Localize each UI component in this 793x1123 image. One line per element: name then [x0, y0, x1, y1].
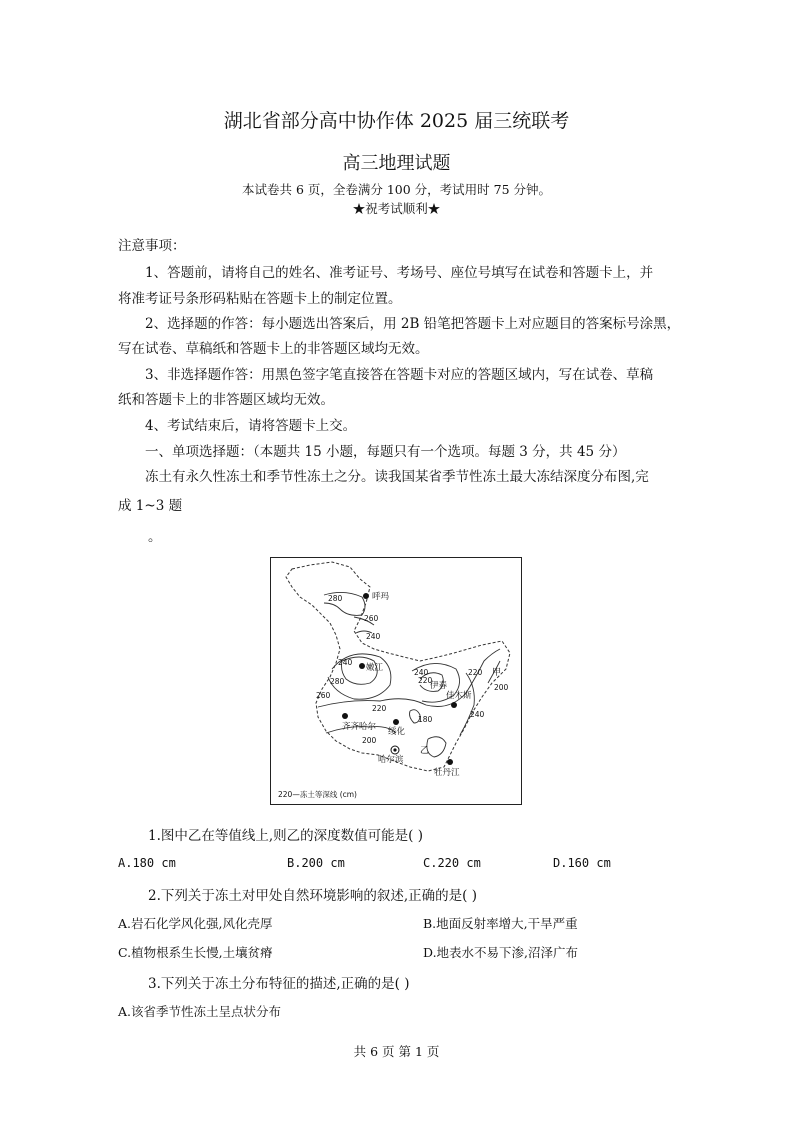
isoline-label-220-c: 220: [468, 668, 483, 677]
exam-subtitle: 高三地理试题: [342, 153, 451, 174]
question-1-option-b: B.200 cm: [287, 856, 345, 870]
city-dot-jiamusi: [451, 702, 457, 708]
city-dot-qiqihar: [342, 713, 348, 719]
notes-heading: 注意事项：: [118, 238, 186, 254]
city-dot-suihua: [393, 719, 399, 725]
section-intro-line-2: 成 1~3 题: [118, 498, 183, 514]
note-1-line-1: 1、答题前，请将自己的姓名、准考证号、考场号、座位号填写在试卷和答题卡上，并: [145, 265, 654, 281]
question-2-option-b: B.地面反射率增大,干旱严重: [423, 916, 578, 931]
note-4: 4、考试结束后，请将答题卡上交。: [145, 418, 357, 434]
city-label-mudanjiang: 牡丹江: [434, 768, 460, 778]
city-label-qiqihar: 齐齐哈尔: [342, 722, 377, 732]
exam-wish: ★祝考试顺利★: [352, 201, 441, 216]
exam-title: 湖北省部分高中协作体 2025 届三统联考: [223, 110, 570, 132]
isoline-label-220-a: 220: [418, 676, 433, 685]
note-2-line-2: 写在试卷、草稿纸和答题卡上的非答题区域均无效。: [118, 341, 429, 357]
question-2-option-d: D.地表水不易下渗,沼泽广布: [423, 945, 579, 960]
city-label-nenjiang: 嫩江: [366, 663, 384, 673]
isoline-label-280-b: 280: [330, 677, 345, 686]
question-2-option-c: C.植物根系生长慢,土壤贫瘠: [118, 945, 273, 960]
city-label-jiamusi: 佳木斯: [446, 691, 472, 701]
map-frame: [271, 558, 522, 805]
question-3-option-a: A.该省季节性冻土呈点状分布: [118, 1004, 282, 1019]
exam-info: 本试卷共 6 页，全卷满分 100 分，考试用时 75 分钟。: [241, 182, 552, 197]
city-dot-nenjiang: [359, 663, 365, 669]
note-1-line-2: 将准考证号条形码粘贴在答题卡上的制定位置。: [118, 291, 402, 307]
isoline-label-240-d: 240: [470, 710, 485, 719]
note-2-line-1: 2、选择题的作答：每小题选出答案后，用 2B 铅笔把答题卡上对应题目的答案标号涂黑，: [145, 316, 681, 332]
city-label-huma: 呼玛: [372, 592, 390, 602]
question-1-stem: 1.图中乙在等值线上,则乙的深度数值可能是( ): [148, 828, 423, 844]
question-1-option-a: A.180 cm: [118, 856, 176, 870]
isoline-label-200-a: 200: [362, 736, 377, 745]
isoline-label-240-c: 240: [414, 668, 429, 677]
frozen-soil-map: [270, 557, 522, 805]
isoline-label-260-b: 260: [316, 691, 331, 700]
city-label-yichun: 伊春: [430, 681, 448, 691]
isoline-label-280-a: 280: [328, 594, 343, 603]
question-2-stem: 2.下列关于冻土对甲处自然环境影响的叙述,正确的是( ): [148, 888, 477, 904]
isoline-label-200-b: 200: [494, 683, 509, 692]
isoline-label-220-b: 220: [372, 704, 387, 713]
question-1-option-c: C.220 cm: [423, 856, 481, 870]
isoline-label-240-a: 240: [366, 632, 381, 641]
section-heading: 一、单项选择题：（本题共 15 小题，每题只有一个选项。每题 3 分，共 45 分）: [145, 444, 626, 460]
question-1-option-d: D.160 cm: [553, 856, 611, 870]
isoline-label-260-a: 260: [364, 614, 379, 623]
city-dot-huma: [363, 593, 369, 599]
note-3-line-2: 纸和答题卡上的非答题区域均无效。: [118, 392, 334, 408]
isoline-label-240-b: 240: [338, 658, 353, 667]
city-dot-mudanjiang: [447, 759, 453, 765]
section-intro-line-1: 冻土有永久性冻土和季节性冻土之分。读我国某省季节性冻土最大冻结深度分布图,完: [145, 469, 649, 485]
question-2-option-a: A.岩石化学风化强,风化壳厚: [118, 916, 273, 931]
marker-jia: 甲: [492, 668, 502, 678]
isoline-label-180: 180: [418, 715, 433, 724]
page-footer: 共 6 页 第 1 页: [353, 1044, 440, 1059]
marker-yi: 乙: [420, 746, 430, 756]
question-3-stem: 3.下列关于冻土分布特征的描述,正确的是( ): [148, 976, 410, 992]
map-legend: 220—冻土等深线 (cm): [278, 790, 357, 799]
city-label-harbin: 哈尔滨: [378, 755, 404, 765]
city-label-suihua: 绥化: [388, 727, 406, 737]
note-3-line-1: 3、非选择题作答：用黑色签字笔直接答在答题卡对应的答题区域内，写在试卷、草稿: [145, 367, 654, 383]
city-dot-harbin-center: [393, 748, 396, 751]
section-intro-mark: 。: [148, 529, 162, 545]
